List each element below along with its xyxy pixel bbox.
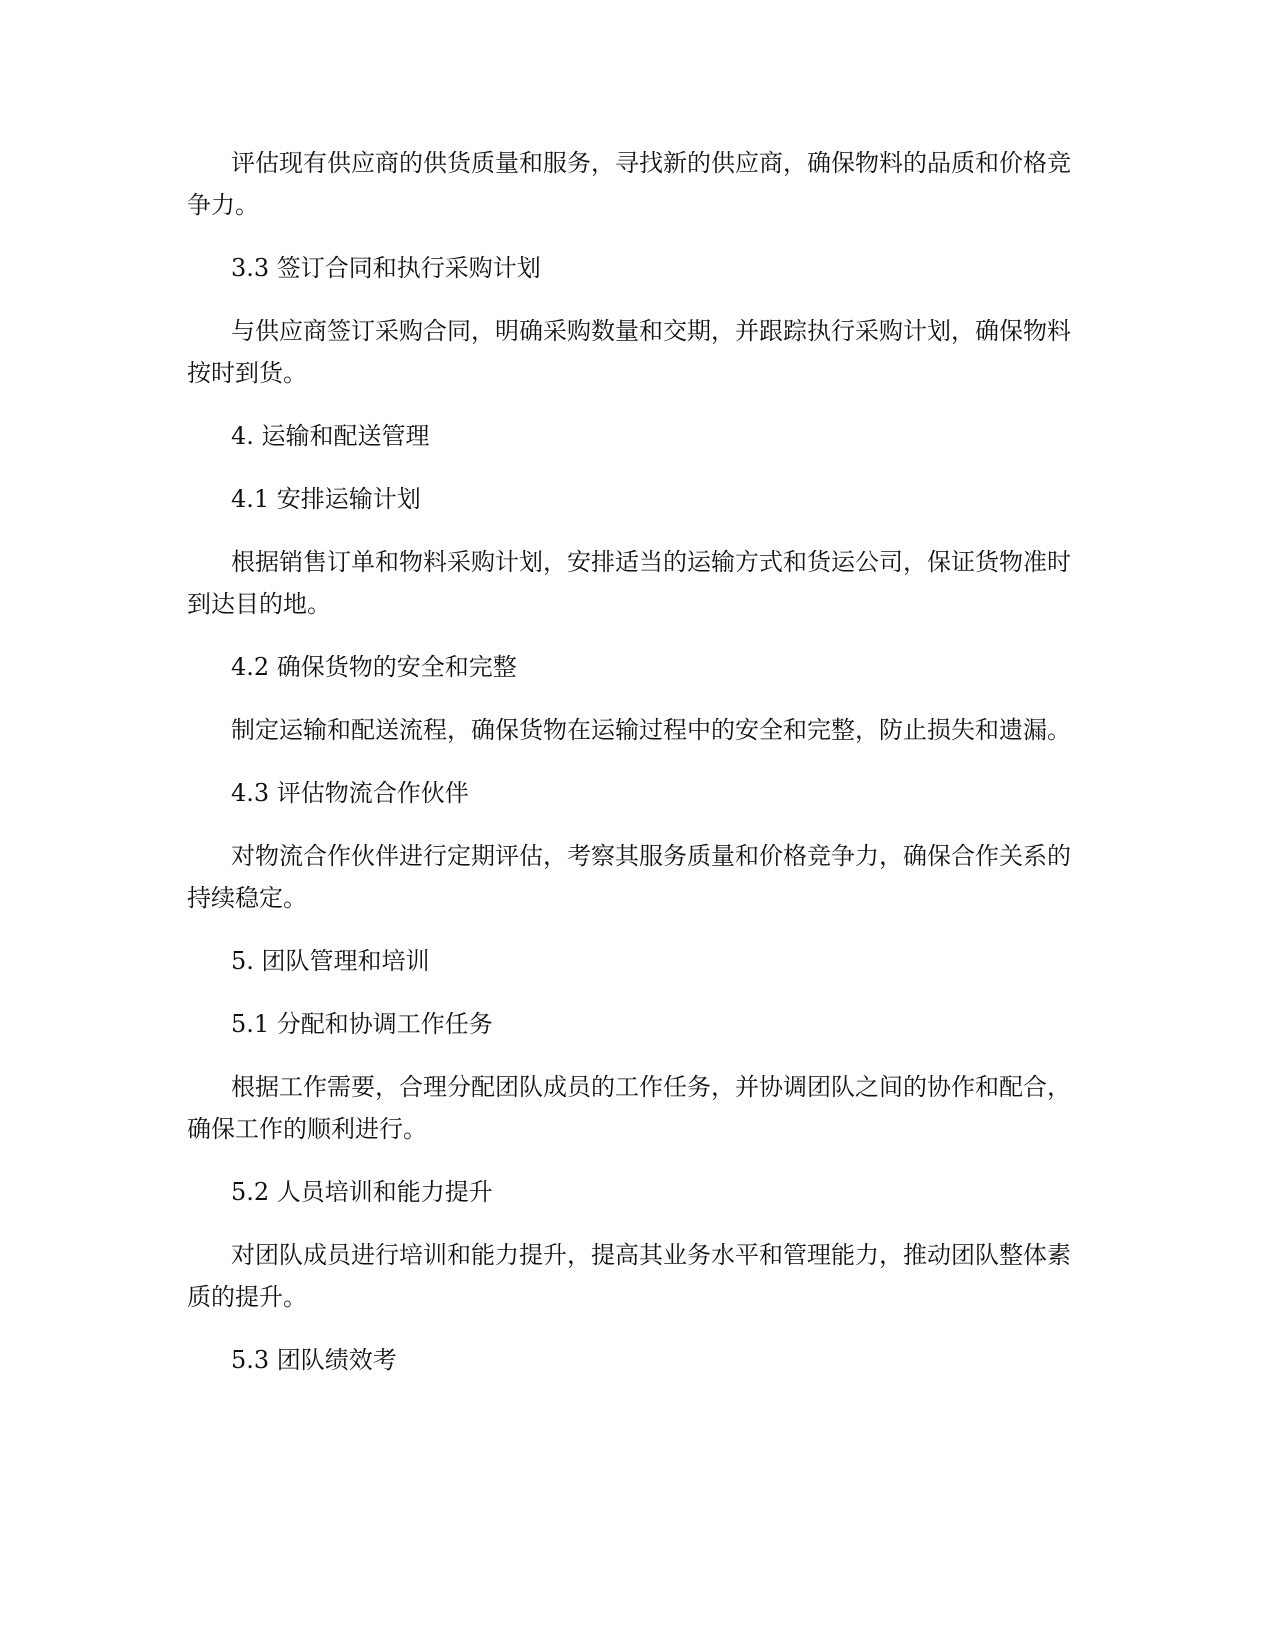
paragraph-transport-plan: 根据销售订单和物料采购计划，安排适当的运输方式和货运公司，保证货物准时到达目的地。 xyxy=(187,548,1071,618)
paragraph-supplier-evaluation: 评估现有供应商的供货质量和服务，寻找新的供应商，确保物料的品质和价格竞争力。 xyxy=(187,149,1071,219)
heading-4-2: 4.2 确保货物的安全和完整 xyxy=(231,653,517,681)
paragraph-purchase-contract: 与供应商签订采购合同，明确采购数量和交期，并跟踪执行采购计划，确保物料按时到货。 xyxy=(187,317,1071,387)
heading-4-1: 4.1 安排运输计划 xyxy=(231,485,421,513)
paragraph-logistics-partner: 对物流合作伙伴进行定期评估，考察其服务质量和价格竞争力，确保合作关系的持续稳定。 xyxy=(187,842,1071,912)
heading-5-3: 5.3 团队绩效考 xyxy=(231,1346,397,1374)
paragraph-task-assignment: 根据工作需要，合理分配团队成员的工作任务，并协调团队之间的协作和配合，确保工作的顺利进行。 xyxy=(187,1073,1071,1143)
heading-3-3: 3.3 签订合同和执行采购计划 xyxy=(231,254,541,282)
heading-5-2: 5.2 人员培训和能力提升 xyxy=(231,1178,493,1206)
heading-5: 5. 团队管理和培训 xyxy=(231,947,430,975)
paragraph-goods-safety: 制定运输和配送流程，确保货物在运输过程中的安全和完整，防止损失和遗漏。 xyxy=(231,716,1071,744)
document-body xyxy=(187,142,1077,1402)
heading-5-1: 5.1 分配和协调工作任务 xyxy=(231,1010,493,1038)
heading-4-3: 4.3 评估物流合作伙伴 xyxy=(231,779,469,807)
paragraph-staff-training: 对团队成员进行培训和能力提升，提高其业务水平和管理能力，推动团队整体素质的提升。 xyxy=(187,1241,1071,1311)
heading-4: 4. 运输和配送管理 xyxy=(231,422,430,450)
